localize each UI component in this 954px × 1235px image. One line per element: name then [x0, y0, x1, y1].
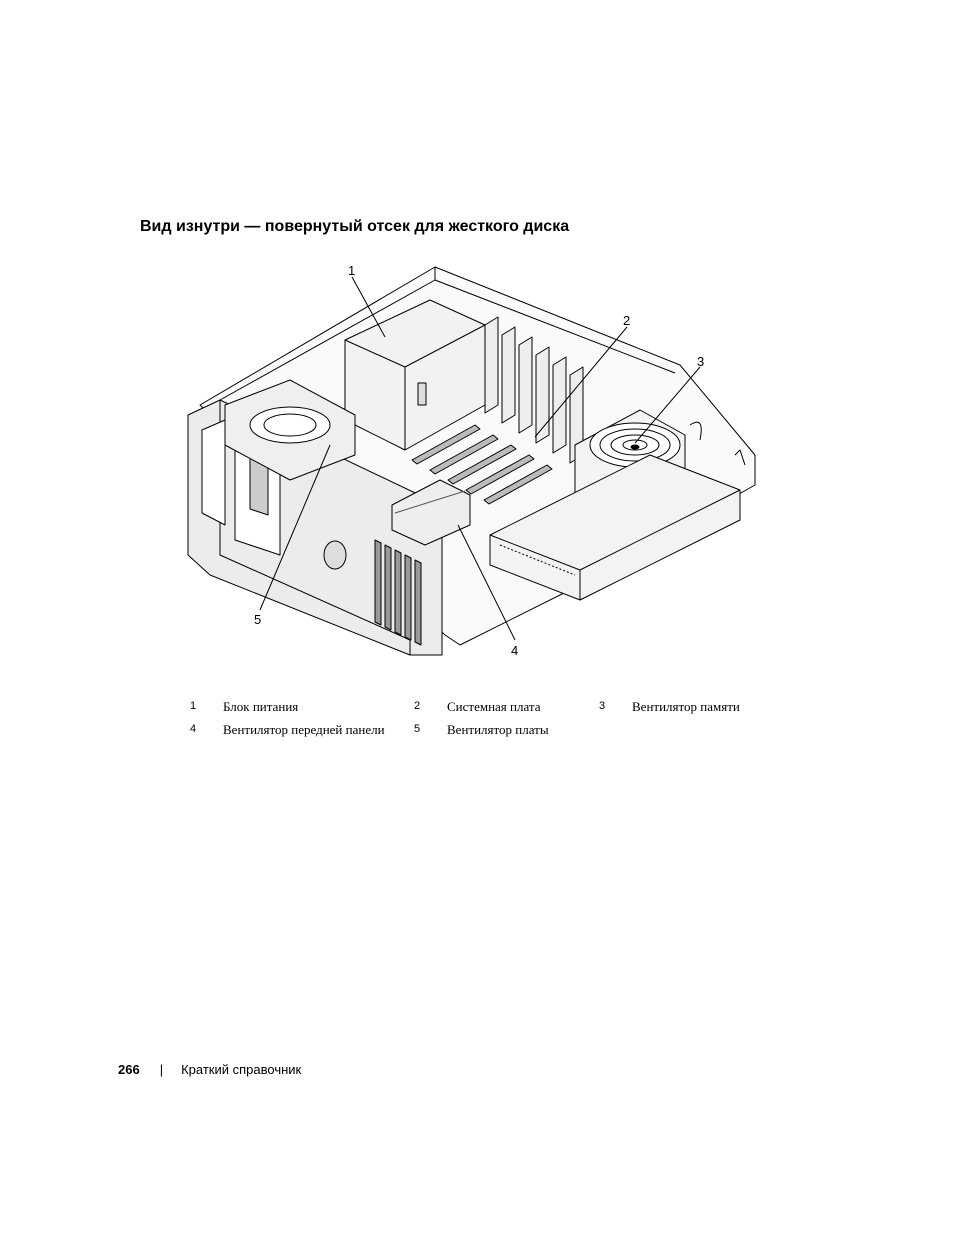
legend-text: Блок питания: [223, 699, 299, 714]
callout-1: 1: [348, 263, 356, 278]
page-number: 266: [118, 1062, 140, 1077]
illustration-svg: [180, 255, 780, 675]
legend-number: 5: [414, 723, 421, 735]
legend-number: 2: [414, 700, 421, 712]
legend-number: 4: [190, 723, 197, 735]
footer-section-title: Краткий справочник: [181, 1062, 302, 1077]
page-footer: [118, 1062, 301, 1077]
legend-text: Вентилятор платы: [447, 722, 549, 737]
callout-2: 2: [623, 313, 631, 328]
legend-row: [186, 721, 786, 744]
legend-row: [186, 698, 786, 721]
legend-text: Системная плата: [447, 699, 541, 714]
computer-interior-illustration: [180, 255, 780, 675]
callout-4: 4: [511, 643, 519, 658]
legend-text: Вентилятор памяти: [632, 699, 740, 714]
figure-legend: [186, 698, 786, 744]
legend-text: Вентилятор передней панели: [223, 722, 385, 737]
legend-number: 3: [599, 700, 606, 712]
section-title: Вид изнутри — повернутый отсек для жесткого диска: [140, 218, 570, 235]
legend-number: 1: [190, 700, 197, 712]
callout-3: 3: [697, 354, 705, 369]
callout-5: 5: [254, 612, 262, 627]
footer-separator: |: [159, 1062, 164, 1077]
